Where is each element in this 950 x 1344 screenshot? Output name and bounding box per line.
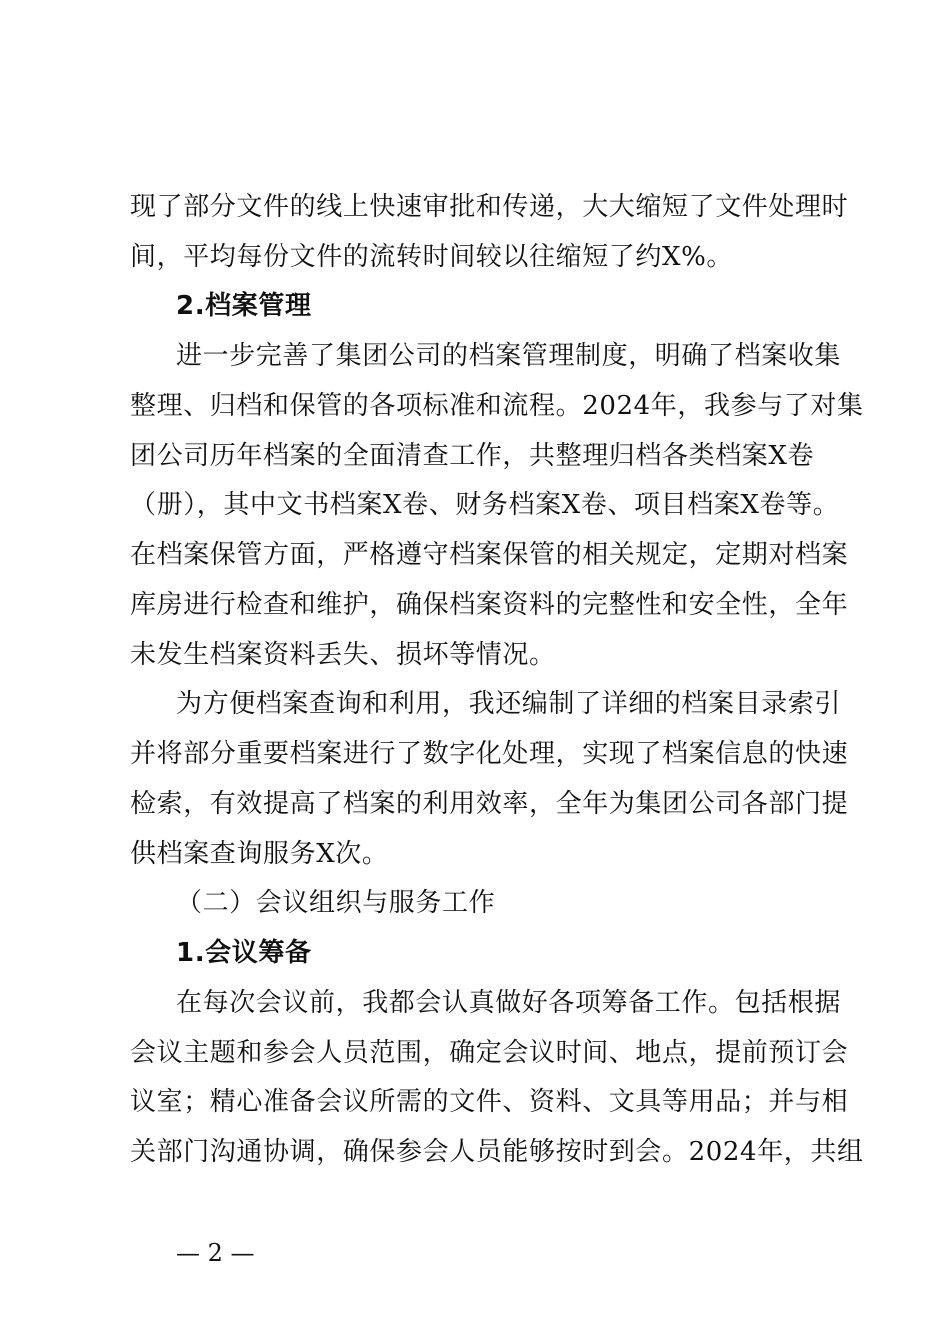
body-text-line: 间，平均每份文件的流转时间较以往缩短了约X%。 xyxy=(130,242,734,272)
body-text-line: 在每次会议前，我都会认真做好各项筹备工作。包括根据 xyxy=(176,988,842,1018)
body-text-line: 议室；精心准备会议所需的文件、资料、文具等用品；并与相 xyxy=(130,1087,849,1117)
page-number: — 2 — xyxy=(176,1239,255,1267)
section-heading: 2.档案管理 xyxy=(176,291,312,321)
body-text-line: 供档案查询服务X次。 xyxy=(130,839,389,869)
body-text-line: 为方便档案查询和利用，我还编制了详细的档案目录索引 xyxy=(176,689,842,719)
body-text-line: 进一步完善了集团公司的档案管理制度，明确了档案收集 xyxy=(176,341,842,371)
body-text-line: （册），其中文书档案X卷、财务档案X卷、项目档案X卷等。 xyxy=(130,490,840,520)
body-text-line: 检索，有效提高了档案的利用效率，全年为集团公司各部门提 xyxy=(130,789,849,819)
body-text-line: 关部门沟通协调，确保参会人员能够按时到会。2024年，共组 xyxy=(130,1137,864,1167)
body-text-line: 库房进行检查和维护，确保档案资料的完整性和安全性，全年 xyxy=(130,590,849,620)
body-text-line: 在档案保管方面，严格遵守档案保管的相关规定，定期对档案 xyxy=(130,540,849,570)
body-text-line: 未发生档案资料丢失、损坏等情况。 xyxy=(130,640,556,670)
section-heading: 1.会议筹备 xyxy=(176,938,312,968)
body-text-line: 会议主题和参会人员范围，确定会议时间、地点，提前预订会 xyxy=(130,1038,849,1068)
body-text-line: 并将部分重要档案进行了数字化处理，实现了档案信息的快速 xyxy=(130,739,849,769)
body-text-line: 团公司历年档案的全面清查工作，共整理归档各类档案X卷 xyxy=(130,441,815,471)
body-text-line: 整理、归档和保管的各项标准和流程。2024年，我参与了对集 xyxy=(130,391,864,421)
subsection-heading: （二）会议组织与服务工作 xyxy=(176,888,496,918)
body-text-line: 现了部分文件的线上快速审批和传递，大大缩短了文件处理时 xyxy=(130,192,849,222)
